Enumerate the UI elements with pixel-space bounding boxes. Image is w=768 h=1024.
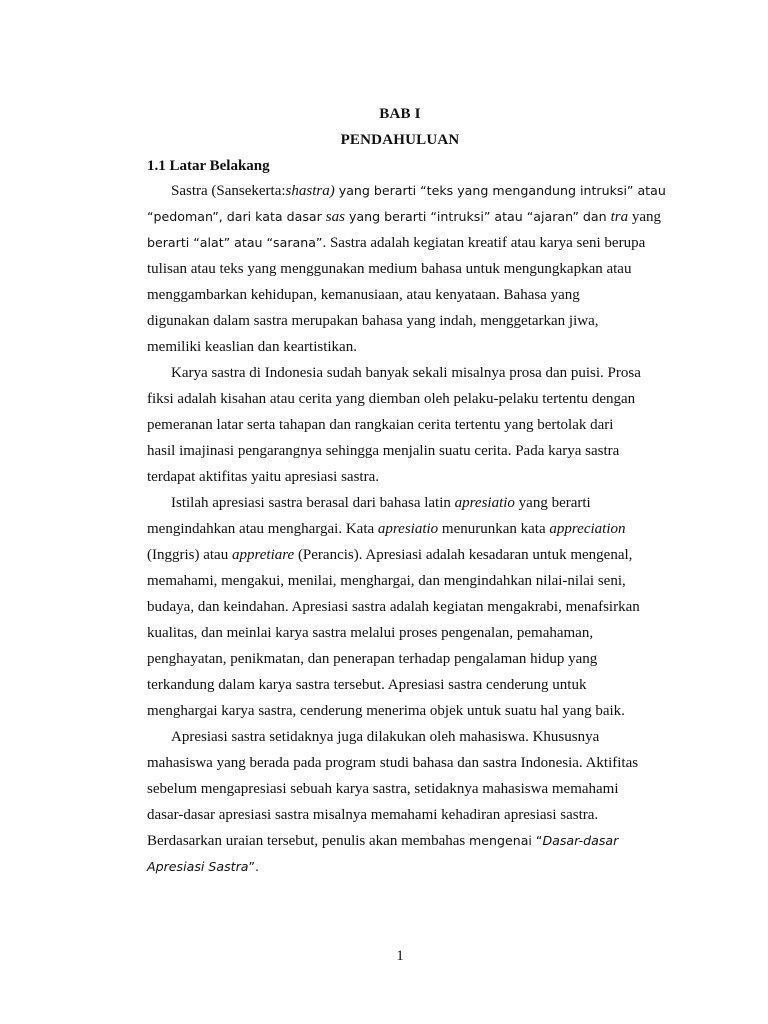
page-number: 1 (396, 948, 404, 964)
text-run: menurunkan kata (438, 521, 550, 537)
italic-term: Apresiasi Sastra (147, 859, 249, 874)
text-run: yang berarti (514, 495, 591, 511)
text-run: mengenai “ (468, 833, 543, 848)
text-run: “pedoman”, dari kata dasar (147, 209, 326, 224)
italic-term: apresiatio (454, 495, 515, 511)
text-run: Istilah apresiasi sastra berasal dari bahasa latin (171, 495, 455, 511)
text-run: mengindahkan atau menghargai. Kata (147, 521, 378, 537)
text-run: ”. (248, 859, 260, 874)
paragraph-4-line (147, 831, 657, 851)
paragraph-4-line: dasar-dasar apresiasi sastra misalnya memahami kehadiran apresiasi sastra. (147, 807, 599, 823)
italic-term: shastra) (285, 183, 335, 199)
italic-term: apresiatio (377, 521, 439, 537)
text-run: berarti “alat” atau “sarana” (147, 235, 323, 250)
paragraph-3-line: menghargai karya sastra, cenderung menerima objek untuk suatu hal yang baik. (147, 703, 625, 719)
text-run: yang berarti “teks yang mengandung intruksi” atau (334, 183, 666, 198)
paragraph-2-line: fiksi adalah kisahan atau cerita yang diemban oleh pelaku-pelaku tertentu dengan (147, 391, 636, 407)
text-run: Sastra (Sansekerta: (171, 183, 286, 199)
paragraph-2-line: hasil imajinasi pengarangnya sehingga menjalin suatu cerita. Pada karya sastra (147, 443, 620, 459)
paragraph-1-line (147, 207, 662, 227)
paragraph-1-line: memiliki keaslian dan keartistikan. (147, 339, 357, 355)
paragraph-3-line: terkandung dalam karya sastra tersebut. Apresiasi sastra cenderung untuk (147, 677, 587, 693)
paragraph-1-line (171, 181, 681, 201)
paragraph-3-line: budaya, dan keindahan. Apresiasi sastra adalah kegiatan mengakrabi, menafsirkan (147, 599, 640, 615)
paragraph-3-line (147, 519, 657, 539)
text-run: yang berarti “intruksi” atau “ajaran” dan (344, 209, 611, 224)
paragraph-2-line: terdapat aktifitas yaitu apresiasi sastra. (147, 469, 379, 485)
paragraph-3-line (171, 493, 681, 513)
paragraph-3-line: penghayatan, penikmatan, dan penerapan terhadap pengalaman hidup yang (147, 651, 598, 667)
italic-term: sas (325, 209, 345, 225)
text-run: . Sastra adalah kegiatan kreatif atau karya seni berupa (322, 235, 646, 251)
paragraph-4-line (147, 857, 657, 877)
chapter-title: PENDAHULUAN (340, 132, 460, 148)
text-run: (Inggris) atau (147, 547, 232, 563)
paragraph-1-line: tulisan atau teks yang menggunakan medium bahasa untuk mengungkapkan atau (147, 261, 632, 277)
paragraph-2-line: pemeranan latar serta tahapan dan rangkaian cerita tertentu yang bertolak dari (147, 417, 614, 433)
paragraph-1-line: digunakan dalam sastra merupakan bahasa yang indah, menggetarkan jiwa, (147, 313, 599, 329)
text-run: (Perancis). Apresiasi adalah kesadaran untuk mengenal, (294, 547, 633, 563)
italic-term: Dasar-dasar (542, 833, 619, 848)
text-run: yang (628, 209, 662, 225)
paragraph-3-line: kualitas, dan meinlai karya sastra melalui proses pengenalan, pemahaman, (147, 625, 594, 641)
chapter-label: BAB I (379, 106, 421, 122)
paragraph-2-line: Karya sastra di Indonesia sudah banyak sekali misalnya prosa dan puisi. Prosa (171, 365, 641, 381)
text-run: Berdasarkan uraian tersebut, penulis akan membahas (147, 833, 469, 849)
section-title: 1.1 Latar Belakang (147, 158, 270, 174)
paragraph-4-line: mahasiswa yang berada pada program studi bahasa dan sastra Indonesia. Aktifitas (147, 755, 639, 771)
italic-term: appreciation (549, 521, 626, 537)
paragraph-1-line: menggambarkan kehidupan, kemanusiaan, atau kenyataan. Bahasa yang (147, 287, 580, 303)
italic-term: appretiare (231, 547, 295, 563)
italic-term: tra (610, 209, 629, 225)
paragraph-3-line: memahami, mengakui, menilai, menghargai, dan mengindahkan nilai-nilai seni, (147, 573, 626, 589)
paragraph-3-line (147, 545, 657, 565)
paragraph-4-line: Apresiasi sastra setidaknya juga dilakukan oleh mahasiswa. Khususnya (171, 729, 600, 745)
paragraph-1-line (147, 233, 657, 253)
paragraph-4-line: sebelum mengapresiasi sebuah karya sastra, setidaknya mahasiswa memahami (147, 781, 619, 797)
